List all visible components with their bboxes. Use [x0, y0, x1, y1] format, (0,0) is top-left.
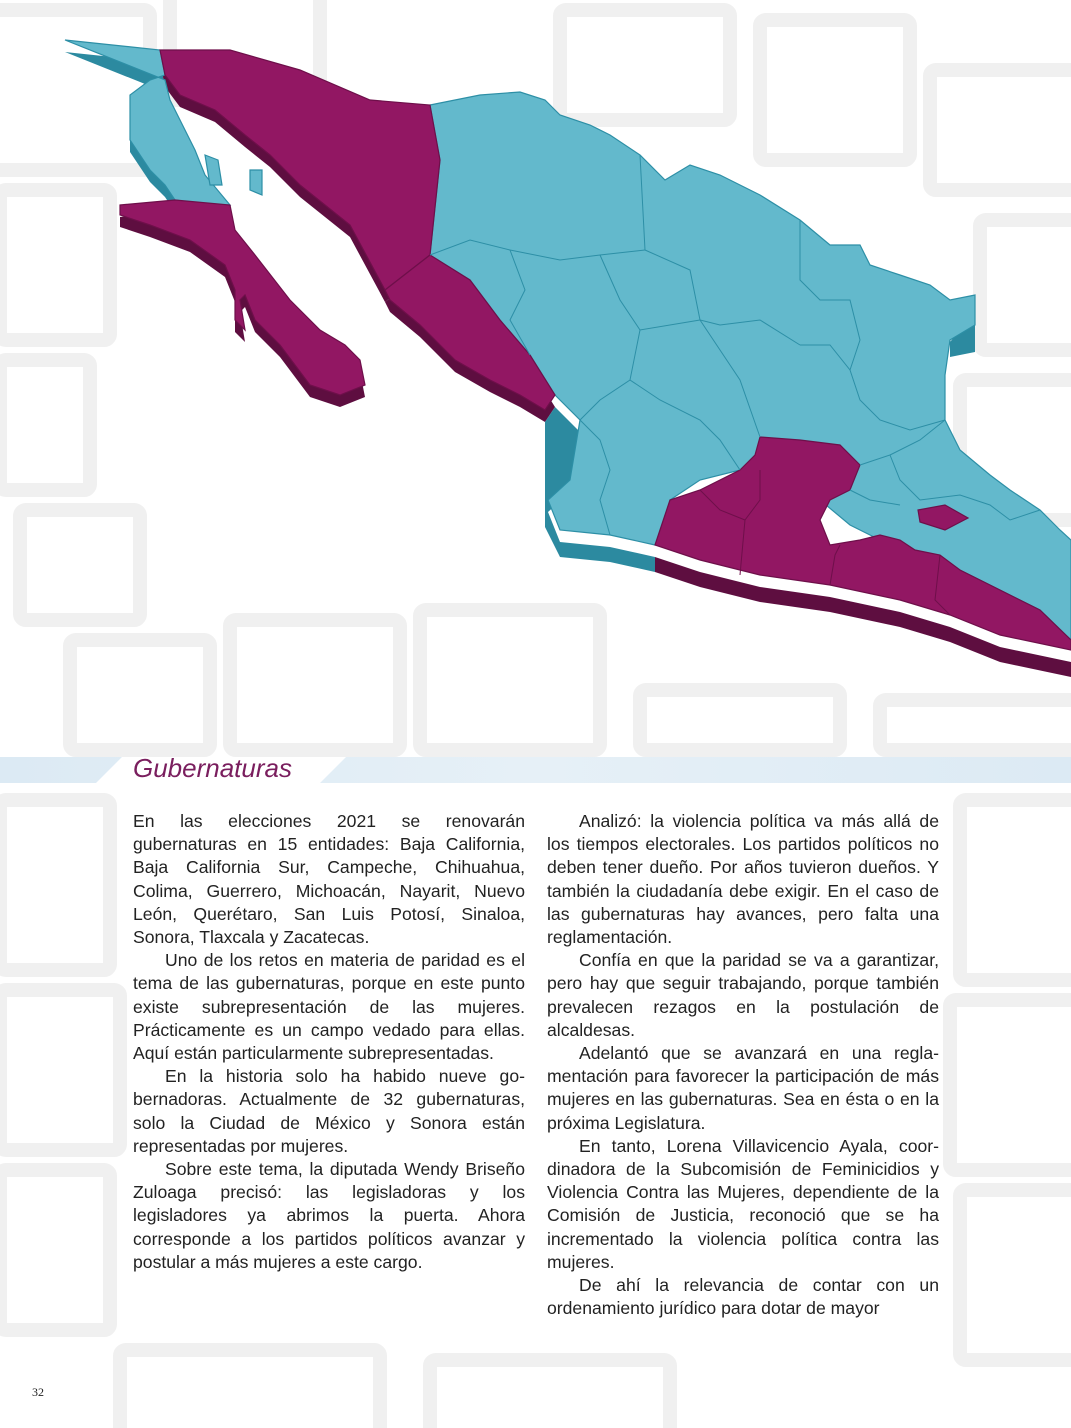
paragraph: Confía en que la paridad se va a garantizar, pero hay que seguir trabajando, porque también prevalecen rezagos en la postulación de alcaldesas. [547, 950, 939, 1040]
page-number: 32 [32, 1385, 44, 1399]
paragraph: Uno de los retos en materia de paridad es el tema de las gubernaturas, porque en este punto existe subrepresentación de las mujeres. Prácticamente es un campo vedado para ellas. Aquí están particularmente subrepresentadas. [133, 950, 525, 1064]
mexico-governorships-map [0, 0, 1071, 700]
paragraph: Analizó: la violencia política va más allá de los tiempos electorales. Los partidos políticos no deben tener dueño. Por años tuvieron dueños. Y también la ciudadanía debe exigir. En el caso de las gubernaturas hay avances, pero falta una reglamentación. [547, 811, 939, 948]
paragraph: En las elecciones 2021 se renovarán gubernaturas en 15 entidades: Baja California, Baja California Sur, Campeche, Chihuahua, Colima, Guerrero, Michoacán, Nayarit, Nuevo León, Querétaro, San Luis Potosí, Sinaloa, Sonora, Tlaxcala y Zacatecas. [133, 811, 525, 948]
article-column-left [133, 810, 525, 1274]
paragraph: De ahí la relevancia de contar con un ordenamiento jurídico para dotar de mayor [547, 1275, 939, 1319]
paragraph: En tanto, Lorena Villavicencio Ayala, coordinadora de la Subcomisión de Feminicidios y Violencia Contra las Mujeres, dependiente de la Comisión de Justicia, reconoció que se ha incrementado la violencia política contra las mujeres. [547, 1135, 939, 1272]
paragraph: Sobre este tema, la diputada Wendy Briseño Zuloaga precisó: las legisladoras y los legisladores ya abrimos la puerta. Ahora corresponde a los partidos políticos avanzar y postular a más mujeres a este cargo. [133, 1159, 525, 1272]
section-title: Gubernaturas [133, 753, 292, 783]
paragraph: Adelantó que se avanzará en una reglamentación para favorecer la participación de más mujeres en las gubernaturas. Sea en ésta o en la próxima Legislatura. [547, 1043, 939, 1133]
article-column-right [547, 810, 939, 1320]
paragraph: En la historia solo ha habido nueve gobernadoras. Actualmente de 32 gubernaturas, solo la Ciudad de México y Sonora están representadas por mujeres. [133, 1066, 525, 1156]
